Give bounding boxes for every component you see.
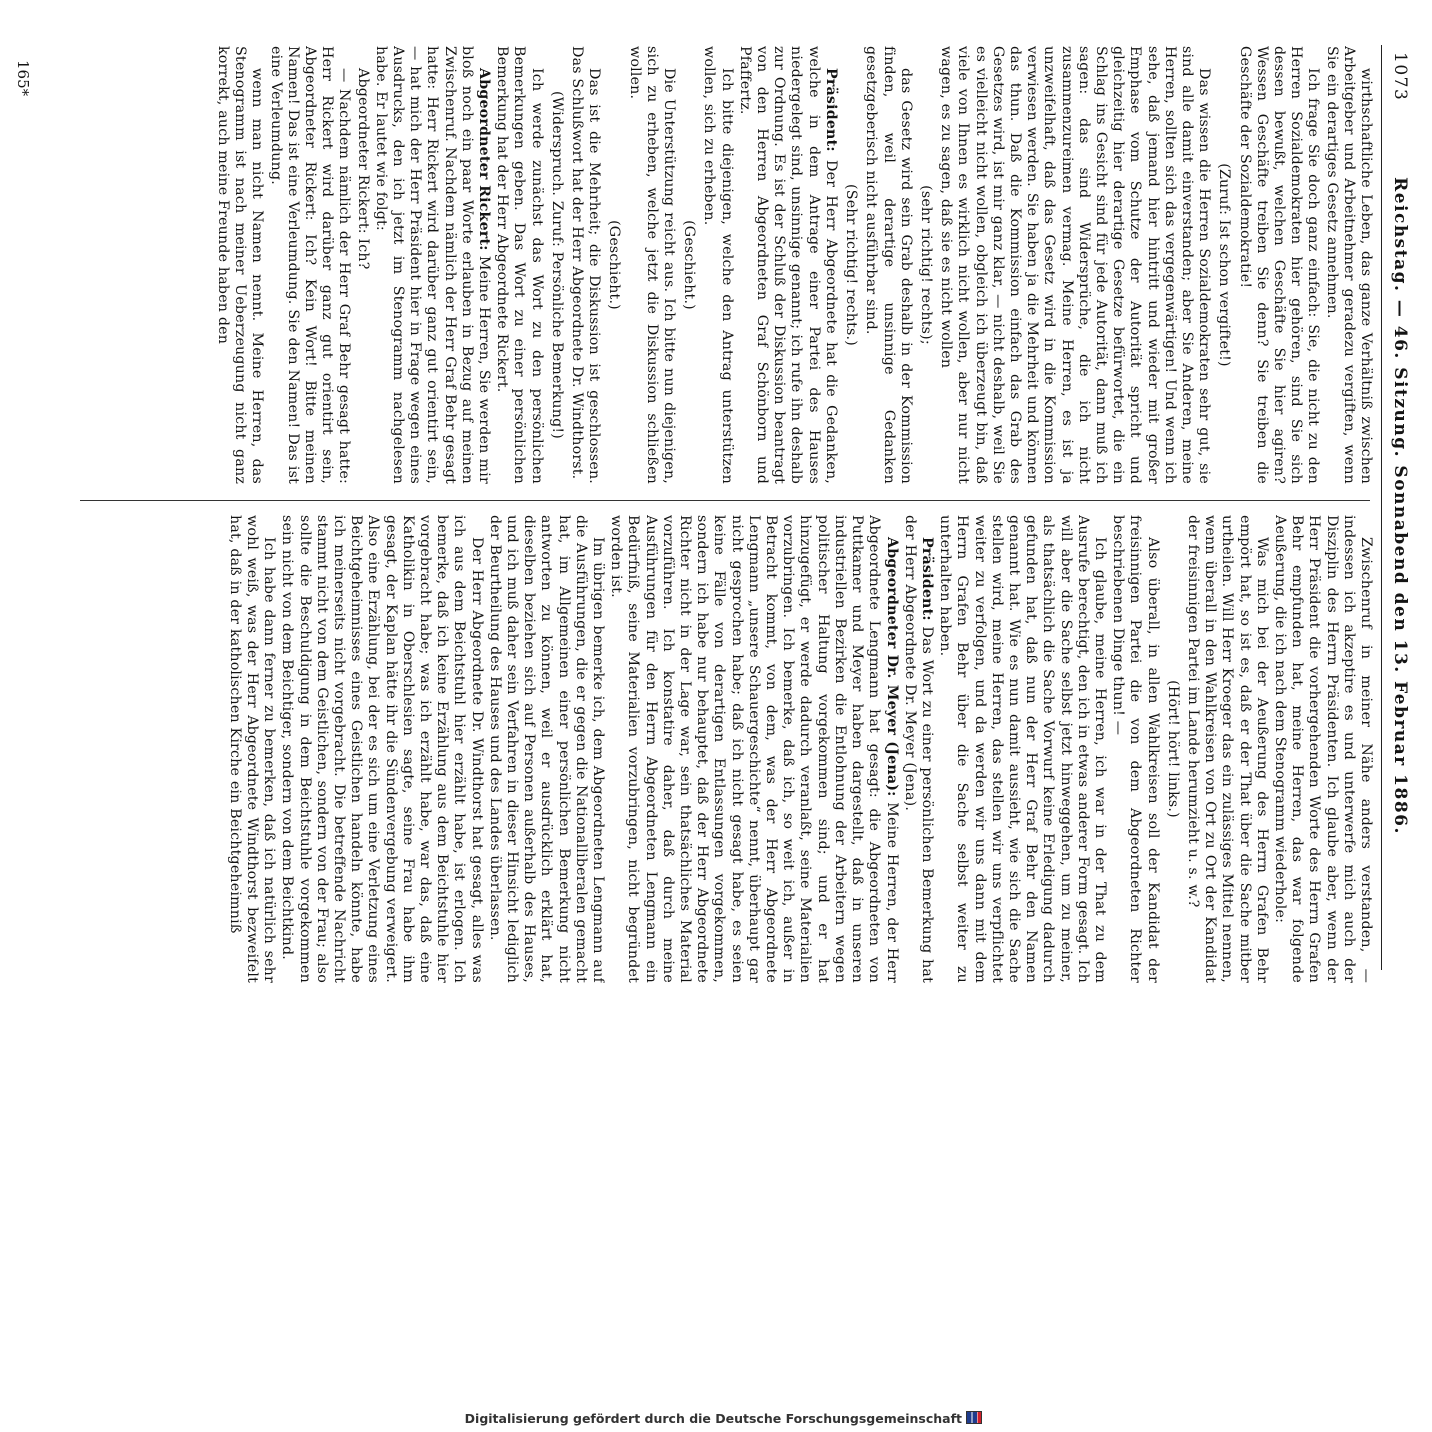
stage-direction: (Widerspruch. Zuruf: Persönliche Bemerkung!) <box>548 90 565 440</box>
stage-direction: (Zuruf: Ist schon vergiftet!) <box>1216 163 1233 367</box>
stage-direction: (Geschieht.) <box>681 220 698 310</box>
speaker-name: Abgeordneter Dr. Meyer (Jena): <box>883 537 900 797</box>
running-head <box>1384 52 1410 960</box>
paragraph <box>372 46 492 484</box>
paragraph <box>736 46 839 484</box>
speech-text: Der Herr Abgeordnete hat die Gedanken, welche in dem Antrage einer Partei des Hauses niedergelegt sind, unsinnige genannt; ich rufe ihn deshalb zur Ordnung. Es ist der Schluß der Diskussion beantragt von den Herren Abgeordneten Graf Schönborn und Pfaffertz. <box>736 46 839 484</box>
paragraph: Ich habe dann ferner zu bemerken, daß ich natürlich sehr wohl weiß, was der Herr Abgeordnete Windthorst bezweifelt hat, daß in der katholischen Kirche ein Beichtgeheimniß <box>226 515 278 983</box>
running-head-title: Reichstag. — 46. Sitzung. Sonnabend den 13. Februar 1886. <box>1390 177 1410 835</box>
speech-text: Meine Herren, Sie werden mir bloß noch ein paar Worte erlauben in Bezug auf meinen Zwischenruf. Nachdem nämlich der Herr Graf Behr gesagt hatte: Herr Rickert wird darüber ganz gut orientirt sein, — hat mich der Herr Präsident hier in Frage wegen eines Ausdrucks, den ich jetzt im Stenogramm nachgelesen habe. Er lautet wie folgt: <box>372 46 493 484</box>
header-rule <box>1381 45 1382 970</box>
stage-direction: (Geschieht.) <box>606 220 623 310</box>
paragraph: Ich glaube, meine Herren, ich war in der That zu dem Ausrufe berechtigt, den ich in etwas anderer Form gesagt. Ich will aber die Sache selbst jetzt hinweggehen, um zu meiner, als thatsächlich die Sache Vorwurf keine Erledigung dadurch gefunden hat, daß nun der Herr Graf Behr den Namen genannt hat. Wie es nun damit aussieht, wie sich die Sache stellen wird, meine Herren, das stellen wir uns verpflichtet weiter zu verfolgen, und da werden wir uns dann mit dem Herrn Grafen Behr über die Sache selbst weiter zu unterhalten haben. <box>937 515 1108 983</box>
paragraph: wenn man nicht Namen nennt. Meine Herren, das Stenogramm ist nach meiner Ueberzeugung nicht ganz korrekt, auch meine Freunde haben den <box>215 46 266 484</box>
speaker-name: Präsident: <box>918 537 935 621</box>
paragraph: Abgeordneter Rickert: Ich? <box>354 68 371 270</box>
left-text-column <box>70 46 1374 484</box>
paragraph: Ich frage Sie doch ganz einfach: Sie, die nicht zu den Herren Sozialdemokraten hier gehören, sind Sie sich dessen bewußt, welchen Geschäfte Sie hier agiren? Wessen Geschäfte treiben Sie denn? Sie treiben die Geschäfte der Sozialdemokratie! <box>1236 46 1322 484</box>
right-text-column <box>70 515 1374 983</box>
paragraph: Im übrigen bemerke ich, dem Abgeordneten Lengmann auf die Ausführungen, die er gegen die Nationalliberalen gemacht hat, im Allgemeinen einer persönlichen Bemerkung nicht antworten zu können, weil er ausdrücklich erklärt hat, dieselben beziehen sich auf Personen außerhalb des Hauses, und ich muß daher sein Verfahren in dieser Hinsicht lediglich der Beurtheilung des Hauses und des Landes überlassen. <box>486 515 607 983</box>
paragraph: Zwischenruf in meiner Nähe anders verstanden, — indessen ich akzeptire es und unterwerfe mich auch der Disziplin des Herrn Präsidenten. Ich glaube aber, wenn der Herr Präsident die vorhergehenden Worte des Herrn Grafen Behr empfunden hat, meine Herren, das war folgende Aeußerung, die ich nach dem Stenogramm wiederhole: <box>1271 515 1374 983</box>
speech-text: Das Wort zu einer persönlichen Bemerkung hat der Herr Abgeordnete Dr. Meyer (Jena). <box>901 515 935 983</box>
sheet-number: 165* <box>14 60 32 97</box>
speaker-name: Präsident: <box>822 68 839 152</box>
paragraph: — Nachdem nämlich der Herr Graf Behr gesagt hatte: Herr Rickert wird darüber ganz gut orientirt sein, Abgeordneter Rickert: Ich? Kein Wort! Bitte meinen Namen! Das ist eine Verleumdung. Sie den Namen! Das ist eine Verleumdung. <box>267 46 353 484</box>
page-number: 1073 <box>1390 52 1410 102</box>
paragraph: Die Unterstützung reicht aus. Ich bitte nun diejenigen, sich zu erheben, welche jetzt die Diskussion schließen wollen. <box>626 46 678 484</box>
digitization-credit <box>465 1411 982 1426</box>
paragraph: Also überall, in allen Wahlkreisen soll der Kandidat der freisinnigen Partei die von dem Abgeordneten Richter beschriebenen Dinge thun! — <box>1110 515 1161 983</box>
speech-text: Meine Herren, der Herr Abgeordnete Lengmann hat gesagt: die Abgeordneten von Puttkamer und Meyer haben dargestellt, daß in unseren industriellen Bezirken die Entlohnung der Arbeitern wegen politischer Haltung vorgekommen sind; und er hat hinzugefügt, er werde dadurch veranlaßt, seine Materialien vorzubringen. Ich bemerke, daß ich, so weit ich, außer in Betracht kommt, von dem, was der Herr Abgeordnete Lengmann „unsere Schauergeschichte“ nennt, überhaupt gar nicht gesprochen habe; daß ich nicht gesagt habe, es seien keine Fälle von derartigen Entlassungen vorgekommen, sondern ich habe nur behauptet, daß der Herr Abgeordnete Richter nicht in der Lage war, sein thatsächliches Material vorzuführen. Ich konstatire daher, daß durch meine Ausführungen für den Herrn Abgeordneten Lengmann ein Bedürfniß, seine Materialien vorzubringen, nicht begründet worden ist. <box>608 515 900 983</box>
paragraph: Das wissen die Herren Sozialdemokraten sehr gut, sie sind alle damit einverstanden; aber Sie Anderen, meine Herren, sollten sich das vergegenwärtigen! Und wenn ich sehe, daß jemand hier hintritt und wieder mit großer Emphase vom Schutze der Autorität spricht und gleichzeitig hier derartige Gesetze befürwortet, die ein Schlag ins Gesicht sind für jede Autorität, dann muß ich sagen: das sind Widersprüche, die ich nicht zusammenzureimen vermag. Meine Herren, es ist ja unzweifelhaft, daß das Gesetz wird in die Kommission verwiesen werden. Sie haben ja die Mehrheit und können das thun. Daß die Kommission einfach das Grab des Gesetzes wird, ist mir ganz klar, — nicht deshalb, weil Sie es vielleicht nicht wollen, obgleich ich überzeugt bin, daß viele von Ihnen es wirklich nicht wollen, aber nur nicht wagen, es zu sagen, daß sie es nicht wollen <box>938 46 1213 484</box>
stage-direction: (Sehr richtig! rechts.) <box>843 184 860 346</box>
paragraph: wirthschaftliche Leben, das ganze Verhältniß zwischen Arbeitgeber und Arbeitnehmer geradezu vergiften, wenn Sie ein derartiges Gesetz annehmen. <box>1323 46 1374 484</box>
paragraph: Der Herr Abgeordnete Dr. Windthorst hat gesagt, alles was ich aus dem Beichtstuhl hier erzählt habe, ist erlogen. Ich bemerke, daß ich keine Erzählung aus dem Beichtstuhle hier vorgebracht habe; was ich erzählt habe, war das, daß eine Katholikin in Oberschlesien sagte, seine Frau habe ihm gesagt, der Kaplan hätte ihr die Sündenvergebung verweigert. Also eine Erzählung, bei der es sich um eine Verletzung eines Beichtgeheimnisses eines Geistlichen handeln könnte, habe ich meinerseits nicht vorgebracht. Die betreffende Nachricht stammt nicht von dem Geistlichen, sondern von der Frau; also sollte die Beschuldigung in dem Beichtstuhle vorgekommen sein nicht von dem Beichtiger, sondern von dem Beichtkind. <box>279 515 485 983</box>
paragraph: Ich werde zunächst das Wort zu den persönlichen Bemerkungen geben. Das Wort zu einer persönlichen Bemerkung hat der Herr Abgeordnete Rickert. <box>494 46 545 484</box>
column-divider <box>80 500 1370 501</box>
paragraph: das Gesetz wird sein Grab deshalb in der Kommission finden, weil derartige unsinnige Gedanken gesetzgeberisch nicht ausführbar sind. <box>863 46 914 484</box>
stage-direction: (Hört! hört! links.) <box>1164 680 1181 818</box>
speaker-name: Abgeordneter Rickert: <box>476 68 493 251</box>
paragraph <box>901 515 935 983</box>
paragraph: Ich bitte diejenigen, welche den Antrag unterstützen wollen, sich zu erheben. <box>701 46 735 484</box>
credit-text: Digitalisierung gefördert durch die Deutsche Forschungsgemeinschaft <box>464 1411 962 1426</box>
stage-direction: (sehr richtig! rechts); <box>917 185 934 345</box>
dfg-logo-icon <box>966 1411 982 1424</box>
paragraph: Das ist die Mehrheit; die Diskussion ist geschlossen. Das Schlußwort hat der Herr Abgeordnete Dr. Windthorst. <box>569 46 603 484</box>
paragraph <box>607 515 899 983</box>
paragraph: Was mich bei der Aeußerung des Herrn Grafen Behr empört hat, so ist es, daß er der That über die Sache mitber urtheilen. Will Herr Kroeger das ein zulässiges Mittel nennen, wenn überall in den Wahlkreisen von Ort zu Ort der Kandidat der freisinnigen Partei im Lande herumzieht u. s. w.? <box>1184 515 1270 983</box>
